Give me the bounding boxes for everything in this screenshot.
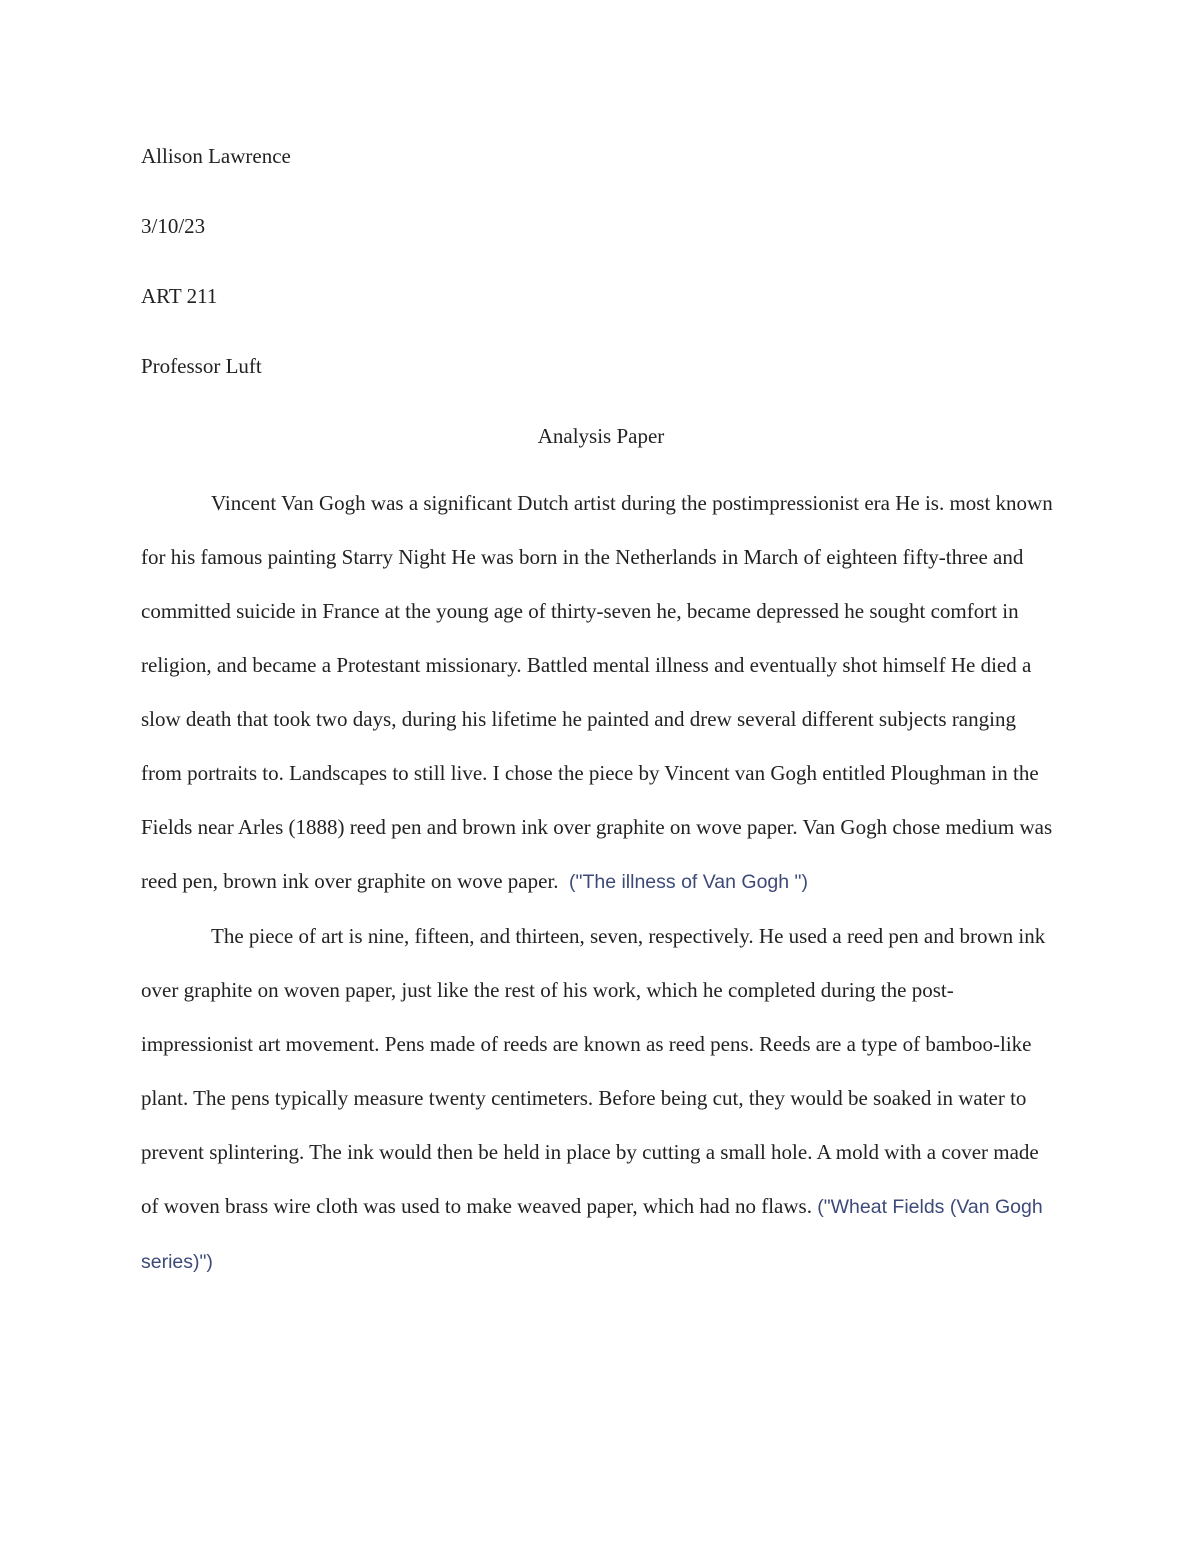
professor-name: Professor Luft [141,354,262,378]
author-name: Allison Lawrence [141,144,291,168]
paragraph-2 [141,909,1061,1289]
date: 3/10/23 [141,214,206,238]
paper-title: Analysis Paper [537,424,665,448]
course-name: ART 211 [141,284,218,308]
citation-2: ("Wheat Fields (Van Gogh series)") [141,1196,1043,1273]
paragraph-2-text: The piece of art is nine, fifteen, and thirteen, seven, respectively. He used a reed pen and brown ink over graphite on woven paper, just like the rest of his work, which he completed during the post-impressionist art movement. Pens made of reeds are known as reed pens. Reeds are a type of bamboo-like plant. The pens typically measure twenty centimeters. Before being cut, they would be soaked in water to prevent splintering. The ink would then be held in place by cutting a small hole. A mold with a cover made of woven brass wire cloth was used to make weaved paper, which had no flaws. [141,924,1046,1218]
document-body [141,138,1061,1289]
paragraph-1-text: Vincent Van Gogh was a significant Dutch artist during the postimpressionist era He is. most known for his famous painting Starry Night He was born in the Netherlands in March of eighteen fifty-three and committed suicide in France at the young age of thirty-seven he, became depressed he sought comfort in religion, and became a Protestant missionary. Battled mental illness and eventually shot himself He died a slow death that took two days, during his lifetime he painted and drew several different subjects ranging from portraits to. Landscapes to still live. I chose the piece by Vincent van Gogh entitled Ploughman in the Fields near Arles (1888) reed pen and brown ink over graphite on wove paper. Van Gogh chose medium was reed pen, brown ink over graphite on wove paper. [141,491,1053,893]
paragraph-1 [141,476,1061,909]
citation-1: ("The illness of Van Gogh ") [569,871,808,893]
